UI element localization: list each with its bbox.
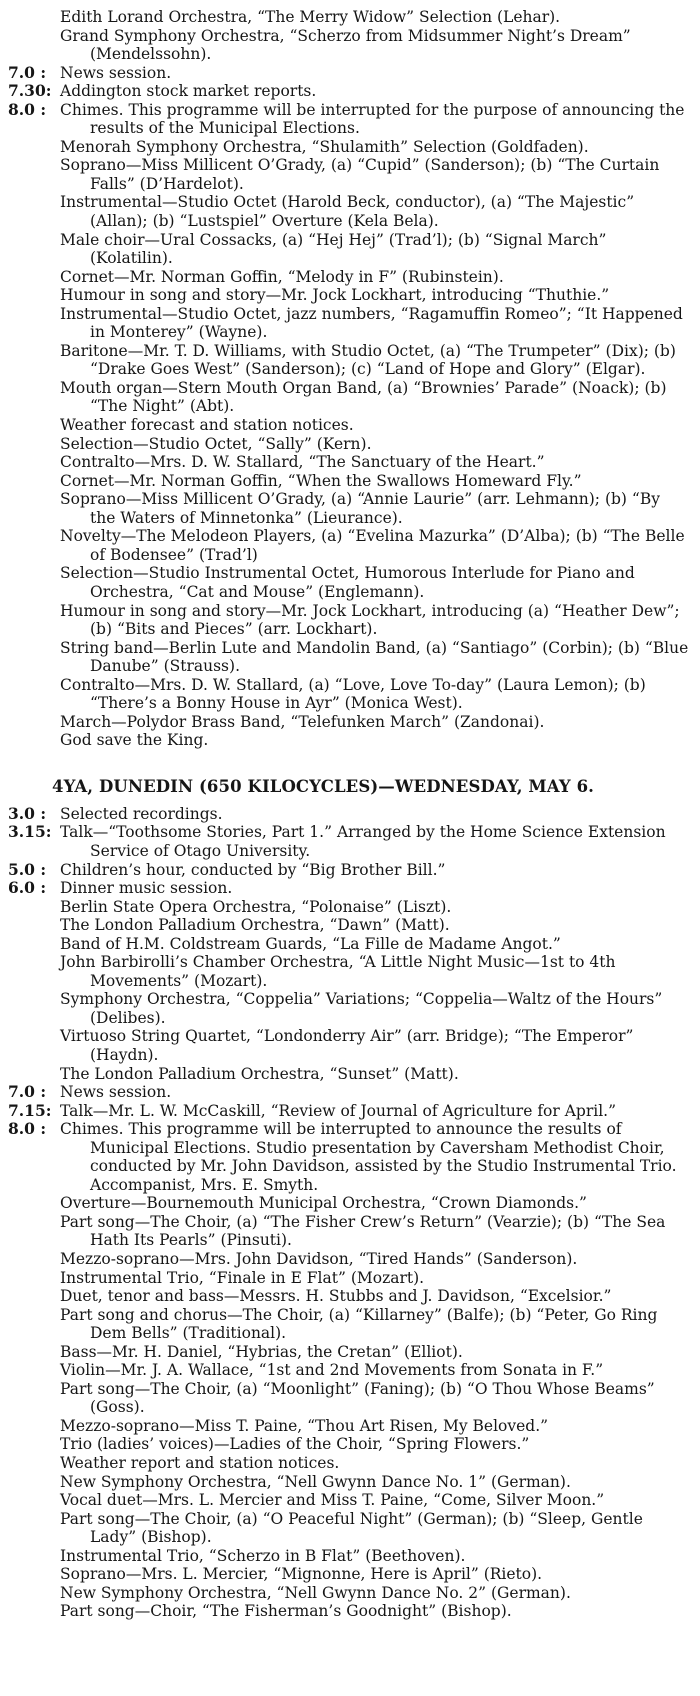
programme-entry: Mezzo-soprano—Mrs. John Davidson, “Tired Hands” (Sanderson). <box>60 1250 578 1268</box>
programme-entry: Addington stock market reports. <box>60 82 317 101</box>
programme-entry: Instrumental Trio, “Finale in E Flat” (Mozart). <box>60 1268 425 1287</box>
programme-entry: Instrumental—Studio Octet (Harold Beck, conductor), (a) “The Majestic” (Allan); (b) “Lustspiel” Overture (Kela Bela). <box>60 193 635 231</box>
station-heading: 4YA, DUNEDIN (650 KILOCYCLES)—WEDNESDAY, MAY 6. <box>52 776 594 796</box>
programme-entry: Instrumental Trio, “Scherzo in B Flat” (Beethoven). <box>60 1546 466 1565</box>
programme-entry: Part song—Choir, “The Fisherman’s Goodnight” (Bishop). <box>60 1602 512 1621</box>
programme-entry: God save the King. <box>60 731 209 750</box>
programme-entry: News session. <box>60 1083 172 1102</box>
time-label: 7.0 : <box>8 1082 47 1102</box>
programme-entry: Violin—Mr. J. A. Wallace, “1st and 2nd Movements from Sonata in F.” <box>60 1361 604 1380</box>
programme-entry: John Barbirolli’s Chamber Orchestra, “A Little Night Music—1st to 4th Movements” (Mozart). <box>60 953 616 990</box>
programme-entry: Menorah Symphony Orchestra, “Shulamith” Selection (Goldfaden). <box>60 137 589 156</box>
programme-entry: Mouth organ—Stern Mouth Organ Band, (a) “Brownies’ Parade” (Noack); (b) “The Night” (Abt). <box>60 378 667 416</box>
programme-entry: String band—Berlin Lute and Mandolin Band, (a) “Santiago” (Corbin); (b) “Blue Danube” (Strauss). <box>60 638 689 676</box>
programme-entry: New Symphony Orchestra, “Nell Gwynn Dance No. 2” (German). <box>60 1583 571 1602</box>
programme-entry: New Symphony Orchestra, “Nell Gwynn Dance No. 1” (German). <box>60 1472 571 1491</box>
programme-entry: Overture—Bournemouth Municipal Orchestra, “Crown Diamonds.” <box>60 1194 587 1213</box>
programme-entry: The London Palladium Orchestra, “Sunset” (Matt). <box>60 1064 459 1083</box>
time-slot <box>8 861 690 880</box>
programme-entry: Chimes. This programme will be interrupted for the purpose of announcing the results of the Municipal Elections. <box>60 100 685 138</box>
programme-entry: Part song and chorus—The Choir, (a) “Killarney” (Balfe); (b) “Peter, Go Ring Dem Bells” (Traditional). <box>60 1305 658 1343</box>
programme-entry: Contralto—Mrs. D. W. Stallard, “The Sanctuary of the Heart.” <box>60 453 545 472</box>
programme-entry: Duet, tenor and bass—Messrs. H. Stubbs and J. Davidson, “Excelsior.” <box>60 1287 612 1306</box>
programme-entry: Weather report and station notices. <box>60 1454 340 1473</box>
station-programme-4ya <box>8 776 690 1621</box>
programme-entry: Band of H.M. Coldstream Guards, “La Fille de Madame Angot.” <box>60 934 561 953</box>
time-label: 6.0 : <box>8 878 47 898</box>
programme-entry: Trio (ladies’ voices)—Ladies of the Choir, “Spring Flowers.” <box>60 1435 530 1454</box>
time-label: 7.30: <box>8 81 52 101</box>
time-label: 5.0 : <box>8 859 47 879</box>
programme-entry: Edith Lorand Orchestra, “The Merry Widow” Selection (Lehar). <box>60 8 561 26</box>
programme-entry: Talk—Mr. L. W. McCaskill, “Review of Journal of Agriculture for April.” <box>60 1101 617 1120</box>
programme-entry: Virtuoso String Quartet, “Londonderry Air” (arr. Bridge); “The Emperor” (Haydn). <box>60 1027 634 1064</box>
programme-entry: Humour in song and story—Mr. Jock Lockhart, introducing “Thuthie.” <box>60 286 610 305</box>
time-slot <box>8 879 690 1083</box>
programme-entry: Soprano—Mrs. L. Mercier, “Mignonne, Here is April” (Rieto). <box>60 1565 543 1584</box>
programme-entry: Dinner music session. <box>60 879 233 898</box>
programme-entry: Selection—Studio Instrumental Octet, Humorous Interlude for Piano and Orchestra, “Cat and Mouse” (Englemann). <box>60 564 635 601</box>
programme-entry: Symphony Orchestra, “Coppelia” Variations; “Coppelia—Waltz of the Hours” (Delibes). <box>60 990 663 1027</box>
programme-entry: Soprano—Miss Millicent O’Grady, (a) “Annie Laurie” (arr. Lehmann); (b) “By the Waters of Minnetonka” (Lieurance). <box>60 490 660 527</box>
station-programme-continued <box>8 8 690 750</box>
programme-entry: Talk—“Toothsome Stories, Part 1.” Arranged by the Home Science Extension Service of Otago University. <box>60 823 666 860</box>
programme-entry: News session. <box>60 63 172 82</box>
programme-entry: Berlin State Opera Orchestra, “Polonaise” (Liszt). <box>60 897 452 916</box>
programme-entry: Selected recordings. <box>60 804 223 823</box>
programme-entry: March—Polydor Brass Band, “Telefunken March” (Zandonai). <box>60 712 545 731</box>
programme-entry: Selection—Studio Octet, “Sally” (Kern). <box>60 434 372 453</box>
programme-entry: Soprano—Miss Millicent O’Grady, (a) “Cupid” (Sanderson); (b) “The Curtain Falls” (D’Hardelot). <box>60 156 660 193</box>
time-slot <box>8 1102 690 1121</box>
programme-entry: Part song—The Choir, (a) “The Fisher Crew’s Return” (Vearzie); (b) “The Sea Hath Its Pearls” (Pinsuti). <box>60 1212 666 1250</box>
programme-entry: Contralto—Mrs. D. W. Stallard, (a) “Love, Love To-day” (Laura Lemon); (b) “There’s a Bonny House in Ayr” (Monica West). <box>60 675 646 713</box>
programme-entry: Novelty—The Melodeon Players, (a) “Evelina Mazurka” (D’Alba); (b) “The Belle of Bodensee” (Trad’l) <box>60 527 685 564</box>
programme-entry: Baritone—Mr. T. D. Williams, with Studio Octet, (a) “The Trumpeter” (Dix); (b) “Drake Goes West” (Sanderson); (c) “Land of Hope and Glory” (Elgar). <box>60 341 676 379</box>
time-slot <box>8 823 690 860</box>
time-slot <box>8 1120 690 1621</box>
programme-entry: Weather forecast and station notices. <box>60 416 354 435</box>
programme-entry: Part song—The Choir, (a) “O Peaceful Night” (German); (b) “Sleep, Gentle Lady” (Bishop). <box>60 1509 643 1547</box>
time-slot <box>8 101 690 750</box>
programme-entry: Cornet—Mr. Norman Goffin, “When the Swallows Homeward Fly.” <box>60 471 582 490</box>
time-slot <box>8 82 690 101</box>
programme-entry: The London Palladium Orchestra, “Dawn” (Matt). <box>60 916 450 935</box>
programme-entry: Instrumental—Studio Octet, jazz numbers, “Ragamuffin Romeo”; “It Happened in Monterey” (Wayne). <box>60 304 683 342</box>
section-gap <box>8 750 690 776</box>
time-label: 7.15: <box>8 1100 52 1120</box>
programme-entry: Bass—Mr. H. Daniel, “Hybrias, the Cretan” (Elliot). <box>60 1342 463 1361</box>
programme-entry: Grand Symphony Orchestra, “Scherzo from Midsummer Night’s Dream” (Mendelssohn). <box>60 26 631 64</box>
time-label: 8.0 : <box>8 99 47 119</box>
time-slot <box>8 805 690 824</box>
programme-entry: Male choir—Ural Cossacks, (a) “Hej Hej” (Trad’l); (b) “Signal March” (Kolatilin). <box>60 230 607 268</box>
programme-entry: Mezzo-soprano—Miss T. Paine, “Thou Art Risen, My Beloved.” <box>60 1416 549 1435</box>
time-label: 3.0 : <box>8 803 47 823</box>
time-label: 8.0 : <box>8 1119 47 1139</box>
pre-entries <box>8 8 690 64</box>
programme-entry: Humour in song and story—Mr. Jock Lockhart, introducing (a) “Heather Dew”; (b) “Bits and Pieces” (arr. Lockhart). <box>60 601 680 639</box>
time-slot <box>8 1083 690 1102</box>
time-label: 7.0 : <box>8 62 47 82</box>
programme-entry: Chimes. This programme will be interrupted to announce the results of Municipal Elections. Studio presentation by Caversham Methodist Choir, conducted by Mr. John Davidson, assisted by the Studio Instrumental Trio. Accompanist, Mrs. E. Smyth. <box>60 1120 677 1194</box>
time-slot <box>8 64 690 83</box>
programme-entry: Children’s hour, conducted by “Big Brother Bill.” <box>60 860 446 879</box>
programme-entry: Vocal duet—Mrs. L. Mercier and Miss T. Paine, “Come, Silver Moon.” <box>60 1491 605 1510</box>
programme-entry: Cornet—Mr. Norman Goffin, “Melody in F” (Rubinstein). <box>60 267 504 286</box>
time-label: 3.15: <box>8 822 52 842</box>
programme-entry: Part song—The Choir, (a) “Moonlight” (Faning); (b) “O Thou Whose Beams” (Goss). <box>60 1379 655 1417</box>
